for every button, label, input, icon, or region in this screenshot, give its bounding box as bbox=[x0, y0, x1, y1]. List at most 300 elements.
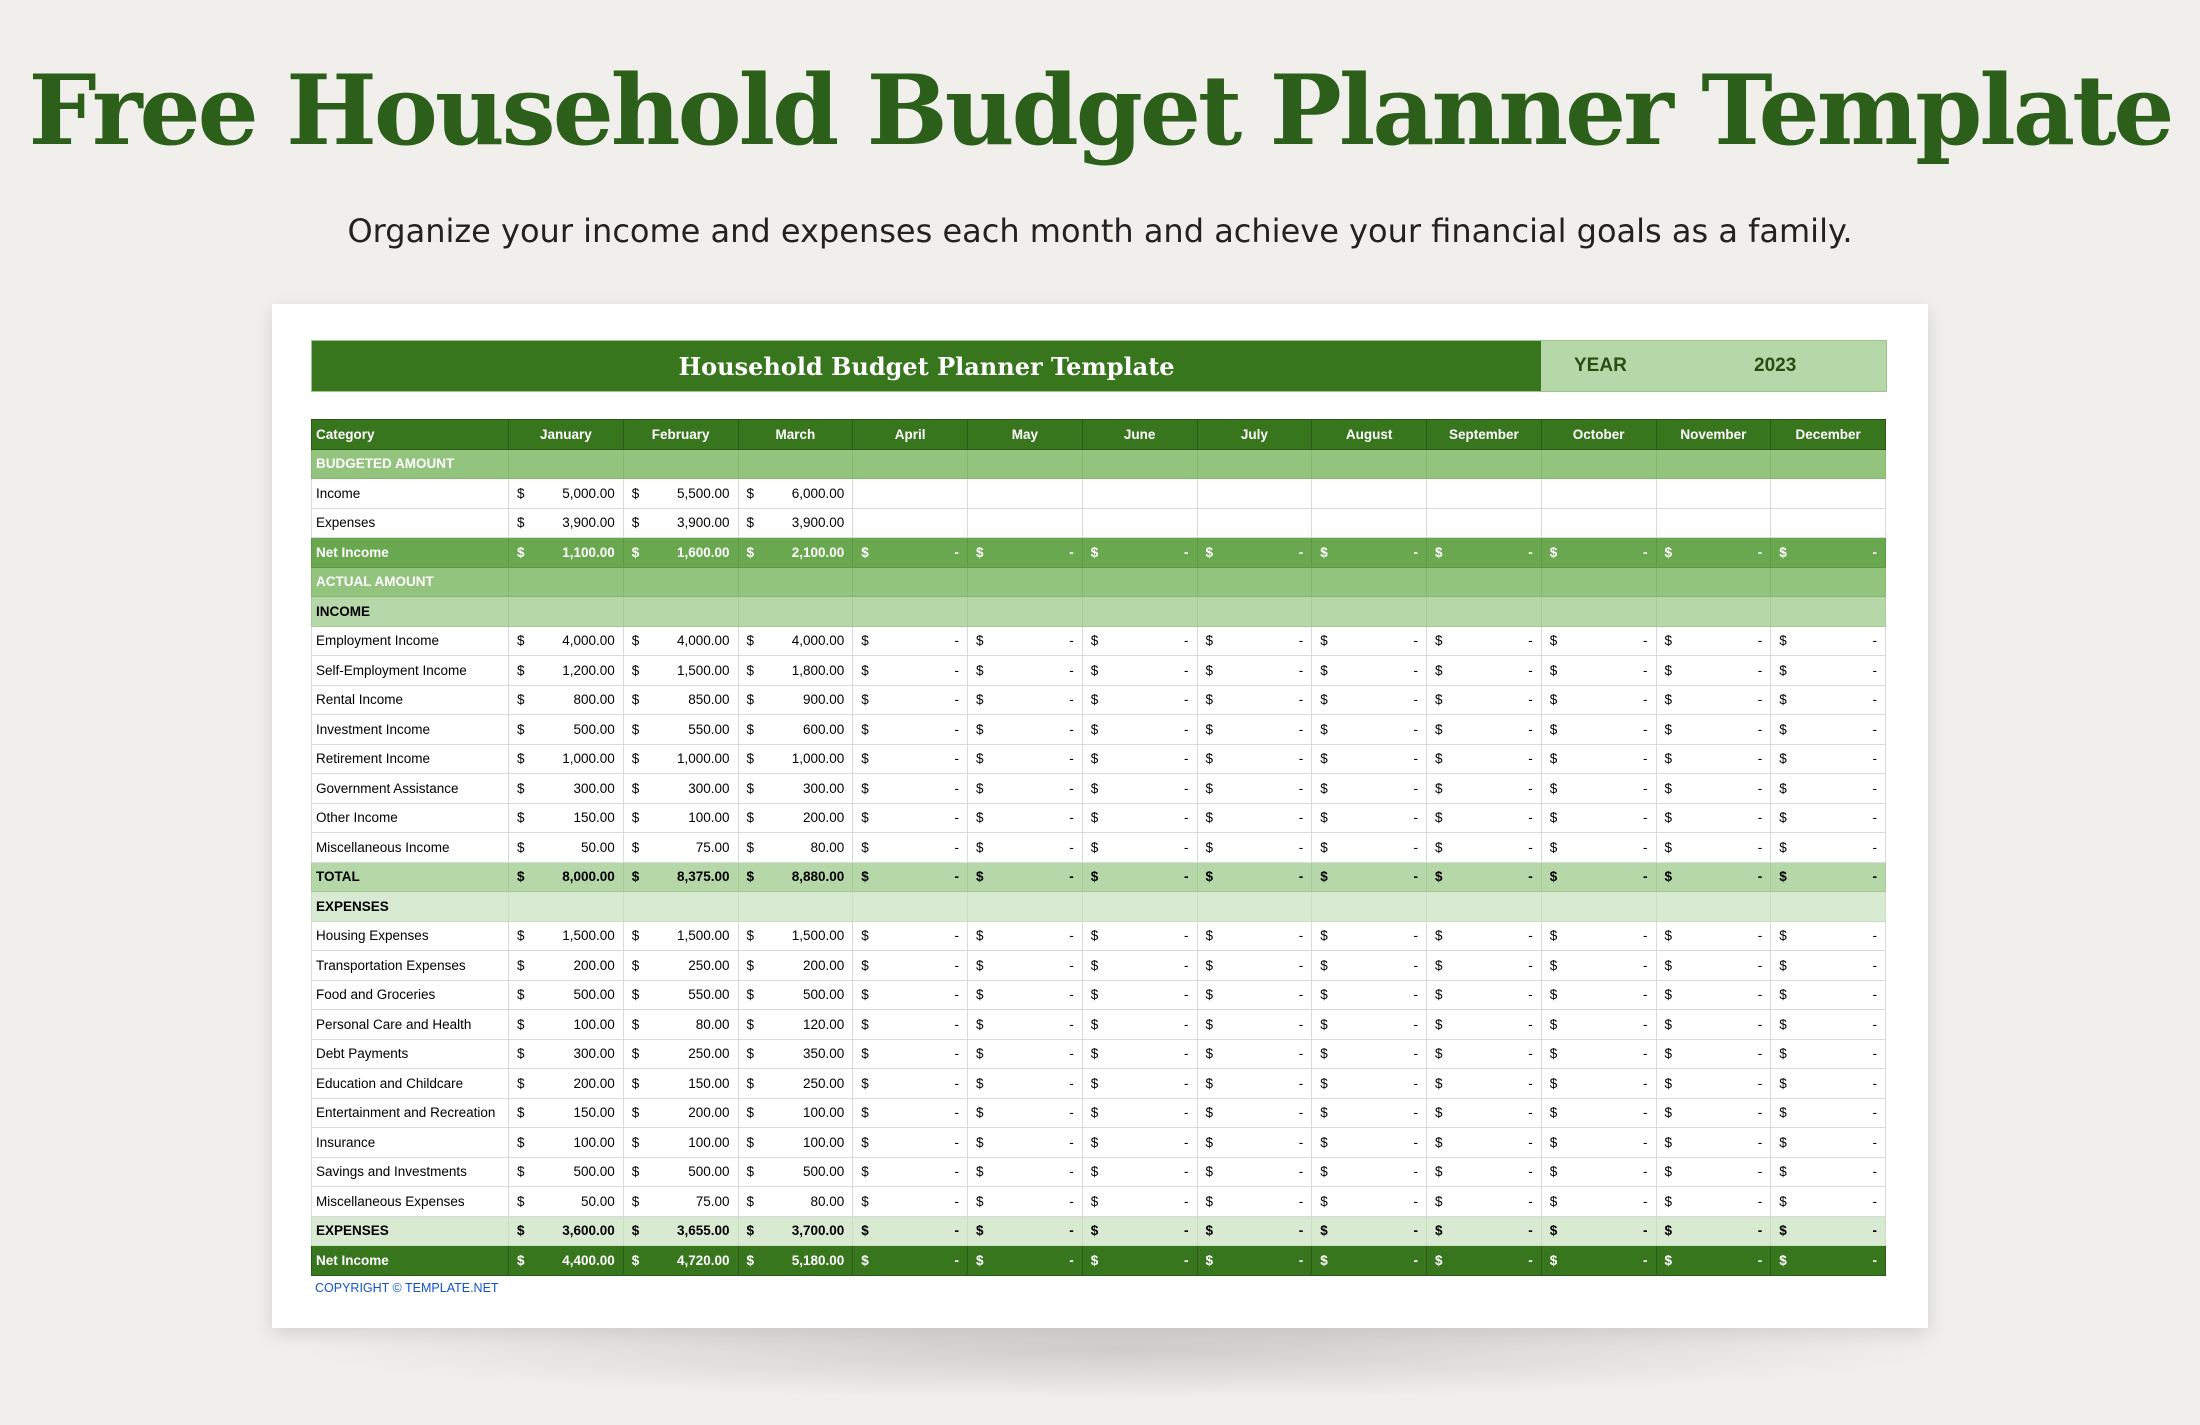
value-cell[interactable] bbox=[853, 715, 968, 745]
value-cell[interactable] bbox=[509, 1216, 624, 1246]
value-cell[interactable] bbox=[1197, 1098, 1312, 1128]
value-cell[interactable] bbox=[738, 862, 853, 892]
value-cell[interactable] bbox=[1082, 1098, 1197, 1128]
value-cell[interactable] bbox=[968, 1246, 1083, 1276]
value-cell[interactable] bbox=[1082, 1010, 1197, 1040]
value-cell[interactable] bbox=[738, 833, 853, 863]
value-cell[interactable] bbox=[1197, 1128, 1312, 1158]
value-cell[interactable] bbox=[968, 1069, 1083, 1099]
value-cell[interactable] bbox=[623, 1010, 738, 1040]
value-cell[interactable] bbox=[1771, 774, 1886, 804]
value-cell[interactable] bbox=[1082, 538, 1197, 568]
value-cell[interactable] bbox=[509, 1157, 624, 1187]
empty-cell[interactable] bbox=[853, 449, 968, 479]
value-cell[interactable] bbox=[1197, 744, 1312, 774]
value-cell[interactable] bbox=[968, 951, 1083, 981]
category-cell[interactable]: Personal Care and Health bbox=[312, 1010, 509, 1040]
value-cell[interactable] bbox=[853, 744, 968, 774]
empty-cell[interactable] bbox=[1771, 892, 1886, 922]
value-cell[interactable] bbox=[1541, 1128, 1656, 1158]
value-cell[interactable] bbox=[738, 479, 853, 509]
empty-cell[interactable] bbox=[738, 567, 853, 597]
value-cell[interactable] bbox=[1656, 1246, 1771, 1276]
value-cell[interactable] bbox=[1082, 951, 1197, 981]
empty-cell[interactable] bbox=[1082, 892, 1197, 922]
value-cell[interactable] bbox=[1656, 862, 1771, 892]
value-cell[interactable] bbox=[1082, 1069, 1197, 1099]
value-cell[interactable] bbox=[1312, 1069, 1427, 1099]
value-cell[interactable] bbox=[1541, 685, 1656, 715]
value-cell[interactable] bbox=[509, 685, 624, 715]
value-cell[interactable] bbox=[738, 1098, 853, 1128]
category-cell[interactable]: Miscellaneous Expenses bbox=[312, 1187, 509, 1217]
value-cell[interactable] bbox=[1082, 1157, 1197, 1187]
value-cell[interactable] bbox=[1082, 803, 1197, 833]
value-cell[interactable] bbox=[509, 1098, 624, 1128]
value-cell[interactable] bbox=[968, 1098, 1083, 1128]
empty-cell[interactable] bbox=[1541, 597, 1656, 627]
value-cell[interactable] bbox=[1541, 1010, 1656, 1040]
value-cell[interactable] bbox=[509, 921, 624, 951]
category-cell[interactable]: EXPENSES bbox=[312, 892, 509, 922]
value-cell[interactable] bbox=[1656, 1157, 1771, 1187]
value-cell[interactable] bbox=[1312, 980, 1427, 1010]
value-cell[interactable] bbox=[853, 656, 968, 686]
empty-cell[interactable] bbox=[1312, 508, 1427, 538]
empty-cell[interactable] bbox=[1312, 479, 1427, 509]
value-cell[interactable] bbox=[1197, 862, 1312, 892]
value-cell[interactable] bbox=[1427, 1128, 1542, 1158]
category-cell[interactable]: Education and Childcare bbox=[312, 1069, 509, 1099]
value-cell[interactable] bbox=[509, 1069, 624, 1099]
empty-cell[interactable] bbox=[623, 892, 738, 922]
category-cell[interactable]: Rental Income bbox=[312, 685, 509, 715]
value-cell[interactable] bbox=[1771, 656, 1886, 686]
year-value-cell[interactable]: 2023 bbox=[1754, 355, 1797, 376]
value-cell[interactable] bbox=[968, 656, 1083, 686]
value-cell[interactable] bbox=[1082, 626, 1197, 656]
empty-cell[interactable] bbox=[1312, 449, 1427, 479]
empty-cell[interactable] bbox=[968, 597, 1083, 627]
value-cell[interactable] bbox=[1541, 1157, 1656, 1187]
empty-cell[interactable] bbox=[738, 449, 853, 479]
value-cell[interactable] bbox=[1312, 1098, 1427, 1128]
value-cell[interactable] bbox=[1771, 1069, 1886, 1099]
value-cell[interactable] bbox=[1656, 744, 1771, 774]
value-cell[interactable] bbox=[1656, 1128, 1771, 1158]
value-cell[interactable] bbox=[738, 921, 853, 951]
value-cell[interactable] bbox=[623, 803, 738, 833]
value-cell[interactable] bbox=[1312, 1216, 1427, 1246]
category-cell[interactable]: Transportation Expenses bbox=[312, 951, 509, 981]
value-cell[interactable] bbox=[1427, 774, 1542, 804]
value-cell[interactable] bbox=[738, 1010, 853, 1040]
value-cell[interactable] bbox=[509, 715, 624, 745]
value-cell[interactable] bbox=[1197, 1010, 1312, 1040]
value-cell[interactable] bbox=[1541, 980, 1656, 1010]
value-cell[interactable] bbox=[853, 1010, 968, 1040]
value-cell[interactable] bbox=[1771, 921, 1886, 951]
value-cell[interactable] bbox=[1312, 656, 1427, 686]
empty-cell[interactable] bbox=[1312, 567, 1427, 597]
value-cell[interactable] bbox=[1082, 1216, 1197, 1246]
empty-cell[interactable] bbox=[509, 597, 624, 627]
empty-cell[interactable] bbox=[1771, 449, 1886, 479]
value-cell[interactable] bbox=[623, 1039, 738, 1069]
value-cell[interactable] bbox=[1771, 951, 1886, 981]
empty-cell[interactable] bbox=[853, 479, 968, 509]
value-cell[interactable] bbox=[1197, 1069, 1312, 1099]
value-cell[interactable] bbox=[1771, 1098, 1886, 1128]
empty-cell[interactable] bbox=[1197, 892, 1312, 922]
value-cell[interactable] bbox=[738, 744, 853, 774]
value-cell[interactable] bbox=[509, 862, 624, 892]
value-cell[interactable] bbox=[1312, 774, 1427, 804]
empty-cell[interactable] bbox=[968, 567, 1083, 597]
value-cell[interactable] bbox=[1197, 980, 1312, 1010]
empty-cell[interactable] bbox=[738, 892, 853, 922]
value-cell[interactable] bbox=[1541, 803, 1656, 833]
value-cell[interactable] bbox=[1541, 951, 1656, 981]
value-cell[interactable] bbox=[509, 744, 624, 774]
value-cell[interactable] bbox=[1082, 1187, 1197, 1217]
value-cell[interactable] bbox=[623, 862, 738, 892]
value-cell[interactable] bbox=[1197, 921, 1312, 951]
value-cell[interactable] bbox=[1656, 685, 1771, 715]
empty-cell[interactable] bbox=[1427, 892, 1542, 922]
value-cell[interactable] bbox=[738, 774, 853, 804]
value-cell[interactable] bbox=[1427, 1187, 1542, 1217]
value-cell[interactable] bbox=[1541, 774, 1656, 804]
value-cell[interactable] bbox=[1656, 774, 1771, 804]
value-cell[interactable] bbox=[1197, 1246, 1312, 1276]
value-cell[interactable] bbox=[1427, 1069, 1542, 1099]
value-cell[interactable] bbox=[623, 626, 738, 656]
category-cell[interactable]: Net Income bbox=[312, 538, 509, 568]
empty-cell[interactable] bbox=[1427, 449, 1542, 479]
empty-cell[interactable] bbox=[1656, 567, 1771, 597]
value-cell[interactable] bbox=[1771, 1157, 1886, 1187]
category-cell[interactable]: Debt Payments bbox=[312, 1039, 509, 1069]
value-cell[interactable] bbox=[1771, 1187, 1886, 1217]
value-cell[interactable] bbox=[738, 656, 853, 686]
value-cell[interactable] bbox=[968, 803, 1083, 833]
value-cell[interactable] bbox=[1427, 1246, 1542, 1276]
value-cell[interactable] bbox=[853, 1069, 968, 1099]
empty-cell[interactable] bbox=[1541, 508, 1656, 538]
empty-cell[interactable] bbox=[1312, 597, 1427, 627]
empty-cell[interactable] bbox=[1541, 449, 1656, 479]
value-cell[interactable] bbox=[1656, 1187, 1771, 1217]
value-cell[interactable] bbox=[1427, 1010, 1542, 1040]
value-cell[interactable] bbox=[1197, 833, 1312, 863]
value-cell[interactable] bbox=[623, 1246, 738, 1276]
value-cell[interactable] bbox=[1541, 715, 1656, 745]
value-cell[interactable] bbox=[1312, 833, 1427, 863]
value-cell[interactable] bbox=[1197, 1187, 1312, 1217]
empty-cell[interactable] bbox=[968, 449, 1083, 479]
value-cell[interactable] bbox=[853, 685, 968, 715]
category-cell[interactable]: Retirement Income bbox=[312, 744, 509, 774]
value-cell[interactable] bbox=[1312, 1039, 1427, 1069]
value-cell[interactable] bbox=[1656, 803, 1771, 833]
value-cell[interactable] bbox=[1771, 980, 1886, 1010]
value-cell[interactable] bbox=[1082, 1039, 1197, 1069]
category-cell[interactable]: BUDGETED AMOUNT bbox=[312, 449, 509, 479]
empty-cell[interactable] bbox=[1771, 567, 1886, 597]
value-cell[interactable] bbox=[1771, 1246, 1886, 1276]
value-cell[interactable] bbox=[623, 656, 738, 686]
value-cell[interactable] bbox=[1082, 1128, 1197, 1158]
value-cell[interactable] bbox=[1771, 715, 1886, 745]
value-cell[interactable] bbox=[1771, 833, 1886, 863]
value-cell[interactable] bbox=[738, 980, 853, 1010]
value-cell[interactable] bbox=[1197, 538, 1312, 568]
value-cell[interactable] bbox=[1541, 1216, 1656, 1246]
value-cell[interactable] bbox=[968, 744, 1083, 774]
value-cell[interactable] bbox=[853, 980, 968, 1010]
value-cell[interactable] bbox=[1771, 862, 1886, 892]
value-cell[interactable] bbox=[1197, 774, 1312, 804]
value-cell[interactable] bbox=[1656, 951, 1771, 981]
value-cell[interactable] bbox=[1082, 921, 1197, 951]
value-cell[interactable] bbox=[1082, 980, 1197, 1010]
category-cell[interactable]: Other Income bbox=[312, 803, 509, 833]
value-cell[interactable] bbox=[623, 715, 738, 745]
value-cell[interactable] bbox=[968, 1128, 1083, 1158]
value-cell[interactable] bbox=[1427, 980, 1542, 1010]
value-cell[interactable] bbox=[509, 1246, 624, 1276]
value-cell[interactable] bbox=[1656, 921, 1771, 951]
value-cell[interactable] bbox=[968, 774, 1083, 804]
value-cell[interactable] bbox=[1082, 656, 1197, 686]
value-cell[interactable] bbox=[509, 656, 624, 686]
category-cell[interactable]: Savings and Investments bbox=[312, 1157, 509, 1187]
value-cell[interactable] bbox=[1427, 744, 1542, 774]
value-cell[interactable] bbox=[623, 1216, 738, 1246]
value-cell[interactable] bbox=[509, 951, 624, 981]
value-cell[interactable] bbox=[968, 1039, 1083, 1069]
value-cell[interactable] bbox=[509, 538, 624, 568]
value-cell[interactable] bbox=[623, 1128, 738, 1158]
value-cell[interactable] bbox=[509, 1010, 624, 1040]
value-cell[interactable] bbox=[509, 1039, 624, 1069]
value-cell[interactable] bbox=[968, 862, 1083, 892]
category-cell[interactable]: Food and Groceries bbox=[312, 980, 509, 1010]
value-cell[interactable] bbox=[1427, 715, 1542, 745]
empty-cell[interactable] bbox=[509, 449, 624, 479]
value-cell[interactable] bbox=[1656, 1069, 1771, 1099]
value-cell[interactable] bbox=[623, 980, 738, 1010]
value-cell[interactable] bbox=[623, 744, 738, 774]
empty-cell[interactable] bbox=[968, 892, 1083, 922]
value-cell[interactable] bbox=[1082, 774, 1197, 804]
value-cell[interactable] bbox=[738, 1069, 853, 1099]
value-cell[interactable] bbox=[853, 862, 968, 892]
value-cell[interactable] bbox=[1427, 1098, 1542, 1128]
value-cell[interactable] bbox=[968, 685, 1083, 715]
value-cell[interactable] bbox=[1312, 951, 1427, 981]
empty-cell[interactable] bbox=[1656, 449, 1771, 479]
value-cell[interactable] bbox=[738, 508, 853, 538]
value-cell[interactable] bbox=[738, 685, 853, 715]
value-cell[interactable] bbox=[853, 626, 968, 656]
value-cell[interactable] bbox=[1541, 626, 1656, 656]
value-cell[interactable] bbox=[1541, 1098, 1656, 1128]
value-cell[interactable] bbox=[1082, 715, 1197, 745]
value-cell[interactable] bbox=[1312, 921, 1427, 951]
value-cell[interactable] bbox=[1656, 626, 1771, 656]
value-cell[interactable] bbox=[853, 1098, 968, 1128]
value-cell[interactable] bbox=[623, 921, 738, 951]
value-cell[interactable] bbox=[738, 1128, 853, 1158]
value-cell[interactable] bbox=[1656, 715, 1771, 745]
value-cell[interactable] bbox=[623, 774, 738, 804]
value-cell[interactable] bbox=[968, 1216, 1083, 1246]
value-cell[interactable] bbox=[1197, 803, 1312, 833]
value-cell[interactable] bbox=[1197, 951, 1312, 981]
empty-cell[interactable] bbox=[1082, 479, 1197, 509]
value-cell[interactable] bbox=[1427, 951, 1542, 981]
value-cell[interactable] bbox=[1427, 862, 1542, 892]
value-cell[interactable] bbox=[1541, 1187, 1656, 1217]
value-cell[interactable] bbox=[968, 1010, 1083, 1040]
value-cell[interactable] bbox=[853, 1039, 968, 1069]
empty-cell[interactable] bbox=[1656, 508, 1771, 538]
empty-cell[interactable] bbox=[1541, 567, 1656, 597]
value-cell[interactable] bbox=[738, 715, 853, 745]
empty-cell[interactable] bbox=[1771, 508, 1886, 538]
value-cell[interactable] bbox=[738, 538, 853, 568]
category-cell[interactable]: Income bbox=[312, 479, 509, 509]
category-cell[interactable]: ACTUAL AMOUNT bbox=[312, 567, 509, 597]
value-cell[interactable] bbox=[1427, 803, 1542, 833]
value-cell[interactable] bbox=[1082, 833, 1197, 863]
value-cell[interactable] bbox=[1312, 1128, 1427, 1158]
empty-cell[interactable] bbox=[623, 449, 738, 479]
value-cell[interactable] bbox=[1771, 626, 1886, 656]
value-cell[interactable] bbox=[623, 508, 738, 538]
empty-cell[interactable] bbox=[1656, 892, 1771, 922]
value-cell[interactable] bbox=[738, 626, 853, 656]
value-cell[interactable] bbox=[1312, 1246, 1427, 1276]
empty-cell[interactable] bbox=[1427, 479, 1542, 509]
value-cell[interactable] bbox=[1656, 1010, 1771, 1040]
value-cell[interactable] bbox=[1656, 833, 1771, 863]
empty-cell[interactable] bbox=[738, 597, 853, 627]
empty-cell[interactable] bbox=[853, 597, 968, 627]
category-cell[interactable]: Employment Income bbox=[312, 626, 509, 656]
value-cell[interactable] bbox=[1656, 538, 1771, 568]
value-cell[interactable] bbox=[968, 538, 1083, 568]
empty-cell[interactable] bbox=[1312, 892, 1427, 922]
value-cell[interactable] bbox=[968, 833, 1083, 863]
empty-cell[interactable] bbox=[1197, 508, 1312, 538]
value-cell[interactable] bbox=[1541, 1039, 1656, 1069]
value-cell[interactable] bbox=[1082, 685, 1197, 715]
empty-cell[interactable] bbox=[1197, 479, 1312, 509]
value-cell[interactable] bbox=[738, 1187, 853, 1217]
value-cell[interactable] bbox=[968, 980, 1083, 1010]
value-cell[interactable] bbox=[623, 1098, 738, 1128]
category-cell[interactable]: INCOME bbox=[312, 597, 509, 627]
category-cell[interactable]: Net Income bbox=[312, 1246, 509, 1276]
empty-cell[interactable] bbox=[509, 567, 624, 597]
value-cell[interactable] bbox=[853, 1187, 968, 1217]
value-cell[interactable] bbox=[1656, 1039, 1771, 1069]
value-cell[interactable] bbox=[1427, 626, 1542, 656]
category-cell[interactable]: EXPENSES bbox=[312, 1216, 509, 1246]
value-cell[interactable] bbox=[1541, 1069, 1656, 1099]
value-cell[interactable] bbox=[1427, 685, 1542, 715]
value-cell[interactable] bbox=[853, 1157, 968, 1187]
value-cell[interactable] bbox=[509, 1128, 624, 1158]
value-cell[interactable] bbox=[738, 1157, 853, 1187]
empty-cell[interactable] bbox=[1197, 567, 1312, 597]
value-cell[interactable] bbox=[623, 1069, 738, 1099]
value-cell[interactable] bbox=[853, 951, 968, 981]
value-cell[interactable] bbox=[1541, 656, 1656, 686]
value-cell[interactable] bbox=[853, 803, 968, 833]
value-cell[interactable] bbox=[623, 685, 738, 715]
value-cell[interactable] bbox=[968, 715, 1083, 745]
value-cell[interactable] bbox=[1197, 656, 1312, 686]
value-cell[interactable] bbox=[623, 833, 738, 863]
value-cell[interactable] bbox=[738, 1246, 853, 1276]
value-cell[interactable] bbox=[1312, 538, 1427, 568]
value-cell[interactable] bbox=[1656, 656, 1771, 686]
value-cell[interactable] bbox=[853, 774, 968, 804]
value-cell[interactable] bbox=[738, 951, 853, 981]
empty-cell[interactable] bbox=[968, 508, 1083, 538]
value-cell[interactable] bbox=[1197, 1216, 1312, 1246]
value-cell[interactable] bbox=[623, 1187, 738, 1217]
empty-cell[interactable] bbox=[1082, 449, 1197, 479]
value-cell[interactable] bbox=[623, 1157, 738, 1187]
value-cell[interactable] bbox=[1082, 744, 1197, 774]
value-cell[interactable] bbox=[1312, 803, 1427, 833]
value-cell[interactable] bbox=[1771, 685, 1886, 715]
value-cell[interactable] bbox=[853, 833, 968, 863]
value-cell[interactable] bbox=[738, 1216, 853, 1246]
empty-cell[interactable] bbox=[1771, 479, 1886, 509]
empty-cell[interactable] bbox=[1656, 597, 1771, 627]
empty-cell[interactable] bbox=[1541, 892, 1656, 922]
value-cell[interactable] bbox=[509, 1187, 624, 1217]
category-cell[interactable]: Housing Expenses bbox=[312, 921, 509, 951]
empty-cell[interactable] bbox=[853, 567, 968, 597]
empty-cell[interactable] bbox=[1197, 597, 1312, 627]
value-cell[interactable] bbox=[1312, 715, 1427, 745]
value-cell[interactable] bbox=[1427, 921, 1542, 951]
value-cell[interactable] bbox=[738, 1039, 853, 1069]
value-cell[interactable] bbox=[1771, 1010, 1886, 1040]
value-cell[interactable] bbox=[853, 1128, 968, 1158]
value-cell[interactable] bbox=[1427, 833, 1542, 863]
value-cell[interactable] bbox=[1312, 626, 1427, 656]
value-cell[interactable] bbox=[1312, 744, 1427, 774]
value-cell[interactable] bbox=[1427, 1157, 1542, 1187]
value-cell[interactable] bbox=[1656, 980, 1771, 1010]
empty-cell[interactable] bbox=[623, 597, 738, 627]
value-cell[interactable] bbox=[1082, 1246, 1197, 1276]
value-cell[interactable] bbox=[1656, 1216, 1771, 1246]
empty-cell[interactable] bbox=[853, 508, 968, 538]
value-cell[interactable] bbox=[968, 1157, 1083, 1187]
value-cell[interactable] bbox=[1312, 1157, 1427, 1187]
value-cell[interactable] bbox=[623, 479, 738, 509]
value-cell[interactable] bbox=[1771, 538, 1886, 568]
